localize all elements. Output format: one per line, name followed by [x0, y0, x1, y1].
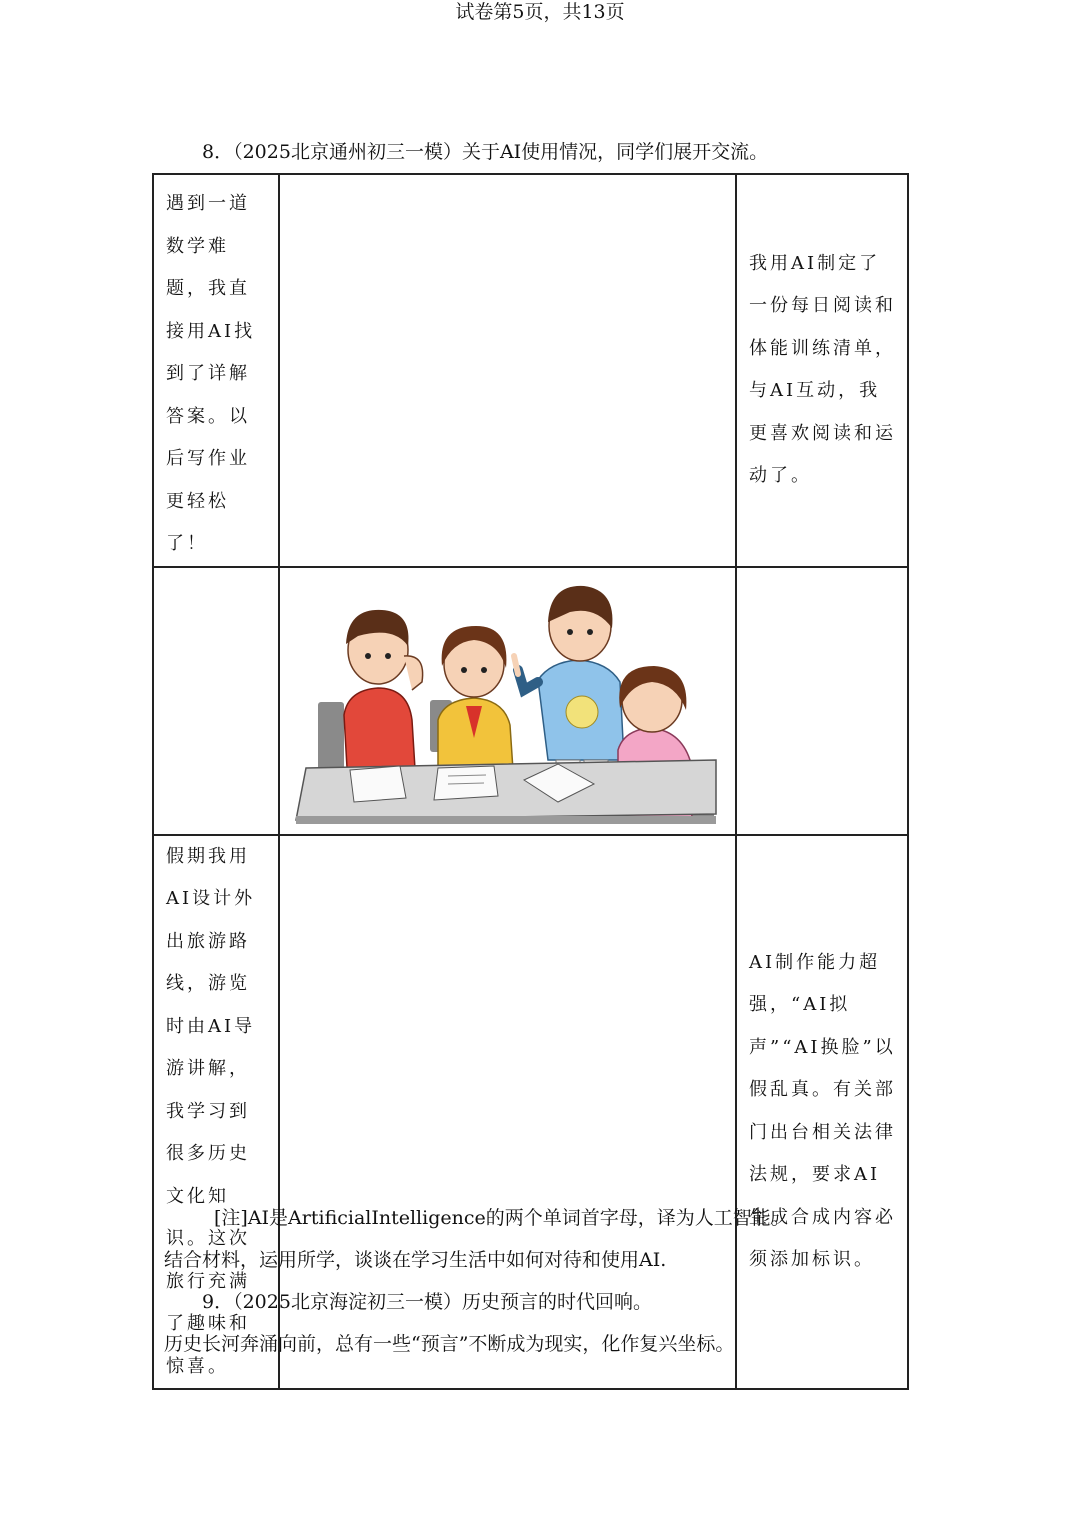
- page-footer: 试卷第5页，共13页: [455, 1, 625, 23]
- statement-travel-guide: 假期我用AI设计外出旅游路线，游览时由AI导游讲解，我学习到很多历史文化知识。这次旅行充满了趣味和惊喜。: [166, 845, 256, 1377]
- illustration-cell: [279, 567, 736, 835]
- table-cell: [153, 174, 279, 567]
- question-9-title: 9．（2025北京海淀初三一模）历史预言的时代回响。: [202, 1291, 652, 1313]
- note: [注]AI是ArtificialIntelligence的两个单词首字母，译为人工智能。: [214, 1207, 790, 1229]
- statement-reading-plan: 我用AI制定了一份每日阅读和体能训练清单，与AI互动，我更喜欢阅读和运动了。: [749, 252, 896, 487]
- question-9-text: 历史长河奔涌向前，总有一些“预言”不断成为现实，化作复兴坐标。: [164, 1333, 735, 1355]
- statement-study-math: 遇到一道数学难题，我直接用AI找到了详解答案。以后写作业更轻松了！: [166, 193, 256, 554]
- table-cell: [153, 567, 279, 835]
- table-cell: [279, 174, 736, 567]
- table-row: [153, 567, 908, 835]
- question-8-title: 8．（2025北京通州初三一模）关于AI使用情况，同学们展开交流。: [202, 141, 769, 163]
- table-cell: [736, 835, 908, 1390]
- table-row: [153, 174, 908, 567]
- question-8-task: 结合材料，运用所学，谈谈在学习生活中如何对待和使用AI.: [164, 1249, 667, 1271]
- students-discussion-illustration: [288, 570, 728, 832]
- statement-ai-regulation: AI制作能力超强，“AI拟声”“AI换脸”以假乱真。有关部门出台相关法律法规，要求AI生成合成内容必须添加标识。: [749, 951, 896, 1271]
- table-cell: [736, 567, 908, 835]
- table-cell: [736, 174, 908, 567]
